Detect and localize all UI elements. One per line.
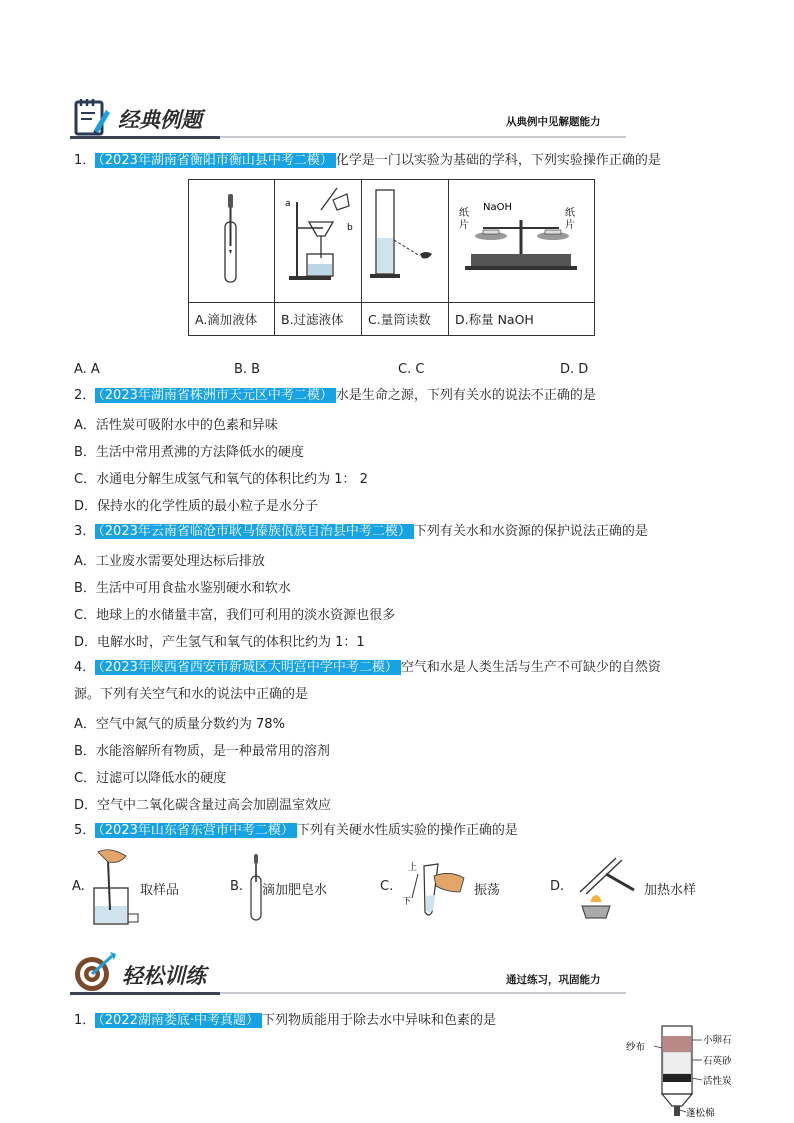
- caption-b: B.过滤液体: [275, 303, 362, 336]
- option-d: D．电解水时，产生氢气和氧气的体积比约为 1：1: [74, 635, 365, 650]
- figure-cylinder: [362, 180, 449, 303]
- question-2: [74, 387, 596, 405]
- question-source: （2023年陕西省西安市新城区大明宫中学中考二模）: [95, 660, 401, 675]
- paper-label-left-2: 片: [459, 220, 469, 231]
- option-c: C．水通电分解生成氢气和氧气的体积比约为 1： 2: [74, 472, 368, 487]
- question-stem: 下列有关水和水资源的保护说法正确的是: [413, 524, 648, 539]
- option-c: C．过滤可以降低水的硬度: [74, 771, 227, 786]
- choice-letter-c: C.: [380, 879, 394, 894]
- question-source: （2023年云南省临沧市耿马傣族佤族自治县中考二模）: [95, 524, 414, 539]
- shaking-test-tube-icon: [398, 852, 470, 924]
- arrow-label-up: 上: [408, 863, 418, 873]
- caption-c: C.量筒读数: [362, 303, 449, 336]
- choice-letter-a: A.: [72, 879, 85, 894]
- option-d: D．空气中二氧化碳含量过高会加剧温室效应: [74, 798, 332, 813]
- caption-a: A.滴加液体: [189, 303, 275, 336]
- choice-label-c: 振荡: [474, 883, 501, 898]
- question-number: 1．: [74, 153, 96, 168]
- filtration-setup-icon: [275, 180, 361, 298]
- banner-divider: [220, 136, 626, 138]
- question-stem: 空气和水是人类生活与生产不可缺少的自然资: [400, 660, 661, 675]
- section-title: 轻松训练: [122, 963, 206, 988]
- question-3: [74, 523, 648, 541]
- option-b: B．水能溶解所有物质，是一种最常用的溶剂: [74, 744, 330, 759]
- filter-label-cotton: 蓬松棉: [686, 1108, 715, 1119]
- question-source: （2023年湖南省株洲市天元区中考二模）: [95, 388, 336, 403]
- question-stem: 化学是一门以实验为基础的学科，下列实验操作正确的是: [335, 153, 661, 168]
- question-number: 1．: [74, 1013, 96, 1028]
- question-4: [74, 659, 661, 677]
- section-tagline: 从典例中见解题能力: [506, 116, 601, 128]
- question-number: 2．: [74, 388, 96, 403]
- question-stem: 下列物质能用于除去水中异味和色素的是: [262, 1013, 497, 1028]
- banner-divider: [220, 992, 626, 994]
- option-a: A．空气中氮气的质量分数约为 78%: [74, 717, 285, 732]
- filter-label-cloth: 纱布: [626, 1042, 646, 1053]
- choice-a: A. A: [74, 362, 100, 377]
- paper-label-right-2: 片: [565, 220, 575, 231]
- question-source: （2023年山东省东营市中考二模）: [95, 823, 297, 838]
- dropper-test-tube-icon: [189, 180, 274, 298]
- choice-d: D. D: [560, 362, 589, 377]
- figure-label-a: a: [285, 199, 291, 209]
- choice-letter-b: B.: [230, 879, 244, 894]
- choice-letter-d: D.: [550, 879, 565, 894]
- choice-label-b: 滴加肥皂水: [262, 883, 328, 898]
- training-question-1: [74, 1012, 496, 1030]
- option-c: C．地球上的水储量丰富，我们可利用的淡水资源也很多: [74, 608, 396, 623]
- section-tagline: 通过练习，巩固能力: [506, 974, 601, 986]
- option-b: B．生活中可用食盐水鉴别硬水和软水: [74, 581, 291, 596]
- experiment-table: [188, 179, 595, 336]
- banner-divider: [70, 992, 220, 995]
- filter-label-pebble: 小卵石: [703, 1035, 732, 1046]
- section-banner-training: [70, 950, 630, 998]
- question-source: （2022湖南娄底·中考真题）: [95, 1013, 262, 1028]
- caption-d: D.称量 NaOH: [449, 303, 595, 336]
- sampling-beaker-icon: [86, 848, 142, 928]
- question-source: （2023年湖南省衡阳市衡山县中考二模）: [95, 153, 336, 168]
- choice-c: C. C: [398, 362, 425, 377]
- figure-filtration: [275, 180, 362, 303]
- notebook-pen-icon: [70, 96, 114, 140]
- section-banner-classic: [70, 96, 630, 142]
- filter-label-sand: 石英砂: [703, 1056, 732, 1067]
- banner-divider: [70, 136, 220, 139]
- figure-balance: [449, 180, 595, 303]
- arrow-label-down: 下: [402, 897, 412, 907]
- question-1: [74, 152, 661, 170]
- question-number: 3．: [74, 524, 96, 539]
- question-stem: 水是生命之源，下列有关水的说法不正确的是: [335, 388, 596, 403]
- figure-label-b: b: [347, 223, 353, 233]
- option-a: A．活性炭可吸附水中的色素和异味: [74, 418, 278, 433]
- section-title: 经典例题: [118, 107, 202, 132]
- option-b: B．生活中常用煮沸的方法降低水的硬度: [74, 445, 304, 460]
- option-a: A．工业废水需要处理达标后排放: [74, 554, 265, 569]
- paper-label-left: 纸: [459, 208, 469, 219]
- figure-dropper: [189, 180, 275, 303]
- paper-label-right: 纸: [565, 208, 575, 219]
- option-d: D．保持水的化学性质的最小粒子是水分子: [74, 499, 319, 514]
- choice-b: B. B: [234, 362, 261, 377]
- question-stem: 下列有关硬水性质实验的操作正确的是: [296, 823, 518, 838]
- choice-label-d: 加热水样: [644, 883, 697, 898]
- question-number: 5．: [74, 823, 96, 838]
- filter-label-carbon: 活性炭: [703, 1076, 732, 1087]
- graduated-cylinder-icon: [362, 180, 448, 298]
- choice-label-a: 取样品: [140, 883, 180, 898]
- question-stem-continued: 源。下列有关空气和水的说法中正确的是: [74, 687, 309, 702]
- question-5: [74, 822, 518, 840]
- heating-test-tube-icon: [566, 852, 640, 924]
- balance-scale-icon: [449, 180, 594, 298]
- target-dart-icon: [72, 950, 118, 996]
- naoh-label: NaOH: [483, 202, 512, 213]
- water-filter-icon: [624, 1024, 764, 1120]
- question-number: 4．: [74, 660, 96, 675]
